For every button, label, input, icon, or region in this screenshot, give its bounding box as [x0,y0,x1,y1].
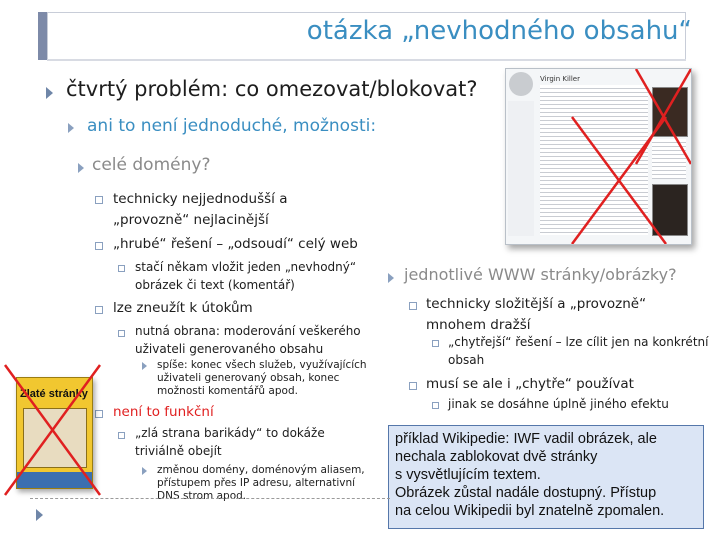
bullet-arrow-icon [388,273,394,283]
square-bullet-icon [432,402,439,409]
red-cross-icon [0,360,110,500]
square-bullet-icon [95,306,103,314]
left-item-3-sub: nutná obrana: moderování veškerého uživateli generovaného obsahu [135,324,361,356]
main-bullet: čtvrtý problém: co omezovat/blokovat? [66,77,478,101]
square-bullet-icon [409,302,417,310]
bullet-arrow-icon [46,87,53,99]
left-item-4-subsub: změnou domény, doménovým aliasem, přístupem přes IP adresu, alternativní DNS strom apod. [157,464,365,502]
bullet-arrow-icon [68,123,74,133]
square-bullet-icon [118,330,125,337]
bullet-arrow-icon [142,467,147,475]
slide-title: otázka „nevhodného obsahu“ [306,16,692,46]
wikipedia-example-note: příklad Wikipedie: IWF vadil obrázek, ale nechala zablokovat dvě stránky s vysvětlujícím textem. Obrázek zůstal nadále dostupný. Přístup na celou Wikipedii byl znatelně zpomalen. [388,425,704,529]
left-item-2-sub: stačí někam vložit jeden „nevhodný“ obrázek či text (komentář) [135,260,357,292]
wiki-article-title: Virgin Killer [540,75,580,83]
square-bullet-icon [118,432,125,439]
left-item-4-sub: „zlá strana barikády“ to dokáže triviálně obejít [135,426,325,458]
square-bullet-icon [118,265,125,272]
square-bullet-icon [409,382,417,390]
next-slide-arrow-icon[interactable] [36,509,43,521]
square-bullet-icon [432,340,439,347]
bullet-arrow-icon [142,362,147,370]
right-item-2-sub: jinak se dosáhne úplně jiného efektu [448,397,669,411]
right-item-2: musí se ale i „chytře“ používat [426,376,634,392]
left-heading: celé domény? [92,155,211,175]
square-bullet-icon [95,196,103,204]
red-cross-icon [506,69,691,244]
sub-bullet: ani to není jednoduché, možnosti: [87,116,377,136]
right-item-1-sub: „chytřejší“ řešení – lze cílit jen na konkrétní obsah [448,335,709,367]
bullet-arrow-icon [78,163,84,173]
right-heading: jednotlivé WWW stránky/obrázky? [404,265,677,284]
book-title: Zlaté stránky [20,388,88,400]
left-item-2: „hrubé“ řešení – „odsoudí“ celý web [113,236,358,252]
left-item-1: technicky nejjednodušší a „provozně“ nejlacinější [113,191,288,228]
square-bullet-icon [95,242,103,250]
wikipedia-screenshot [505,68,692,245]
left-item-4: není to funkční [113,404,214,420]
left-item-3-subsub: spíše: konec všech služeb, využívajících uživateli generovaný obsah, konec možnosti komentářů apod. [157,359,367,397]
left-item-3: lze zneužít k útokům [113,300,253,316]
footer-divider [30,498,390,499]
right-item-1: technicky složitější a „provozně“ mnohem dražší [426,296,647,333]
